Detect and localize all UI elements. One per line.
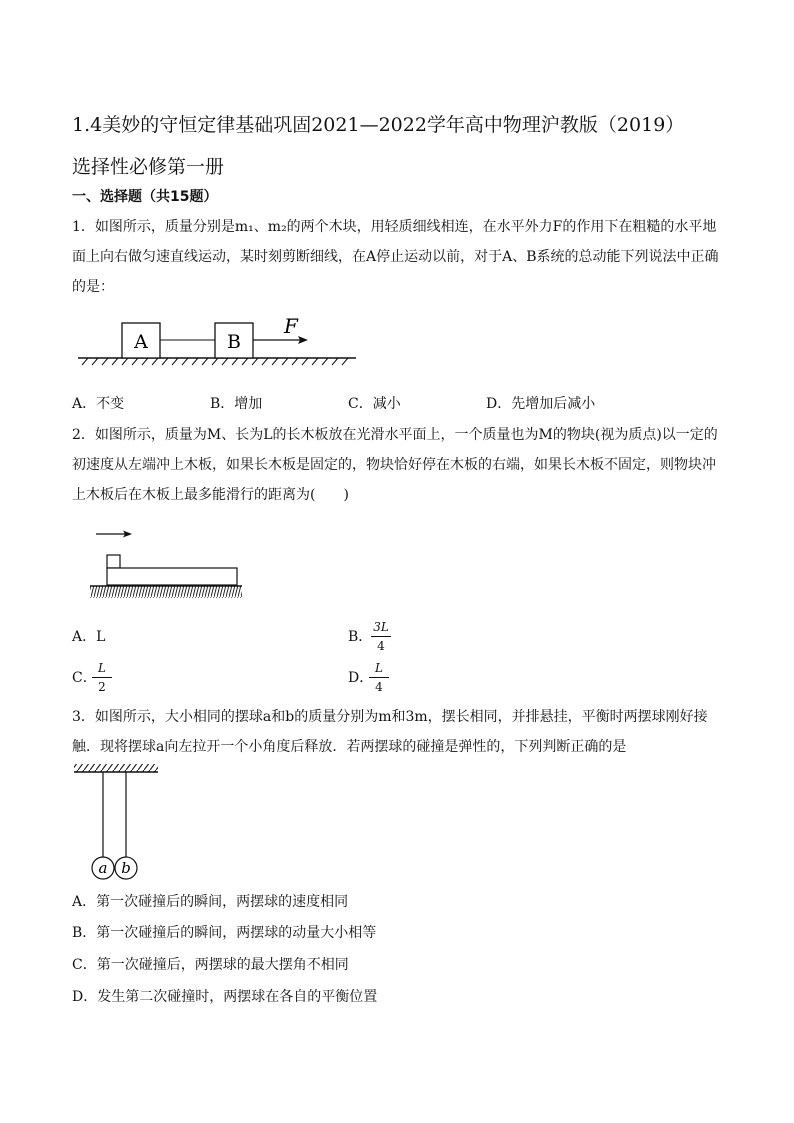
question-2-stem [72,420,728,510]
ceiling-hatch [74,764,158,772]
question-1-option-c: C．减小 [348,396,401,412]
fraction-denominator: 2 [98,680,106,694]
section-heading: 一、选择题（共15题） [72,189,218,205]
question-3-stem-line: 3．如图所示，大小相同的摆球a和b的质量分别为m和3m，摆长相同，并排悬挂，平衡时两摆球刚好接 [72,709,708,725]
question-1-option-a: A．不变 [72,396,125,412]
fraction-denominator: 4 [377,639,385,653]
question-3-figure [72,762,162,880]
question-1-stem-line: 1．如图所示，质量分别是m₁、m₂的两个木块，用轻质细线相连，在水平外力F的作用下在粗糙的水平地 [72,219,717,235]
question-1-option-d: D．先增加后减小 [486,396,596,412]
question-2-stem-line: 2．如图所示，质量为M、长为L的长木板放在光滑水平面上，一个质量也为M的物块(视为质点)以一定的 [72,427,718,443]
ball-a-label: a [98,859,108,877]
question-3-option-d: D．发生第二次碰撞时，两摆球在各自的平衡位置 [72,989,378,1005]
question-3-option-b: B．第一次碰撞后的瞬间，两摆球的动量大小相等 [72,925,377,941]
document-title [72,104,732,188]
small-block [107,555,120,568]
fraction-numerator: 3L [373,620,389,634]
question-2-stem-line: 上木板后在木板上最多能滑行的距离为( ) [72,487,349,503]
question-3-stem-line: 触．现将摆球a向左拉开一个小角度后释放．若两摆球的碰撞是弹性的，下列判断正确的是 [72,739,627,755]
long-board [107,568,237,585]
question-3-option-c: C．第一次碰撞后，两摆球的最大摆角不相同 [72,957,349,973]
question-1-stem-line: 面上向右做匀速直线运动，某时刻剪断细线，在A停止运动以前，对于A、B系统的总动能下列说法中正确 [72,249,719,265]
question-2-option-a: A．L [72,629,106,645]
force-label: F [284,315,298,338]
title-line-2: 选择性必修第一册 [72,156,225,178]
question-2-stem-line: 初速度从左端冲上木板，如果长木板是固定的，物块恰好停在木板的右端，如果长木板不固定，则物块冲 [72,457,716,473]
ball-b-label: b [121,859,131,877]
question-2-option-c-fraction [92,661,112,694]
question-1-stem-line: 的是： [72,279,114,295]
block-b-label: B [227,331,241,353]
question-2-option-b: B． [348,629,373,645]
question-2-option-d: D． [348,670,374,686]
question-1-option-b: B．增加 [210,396,263,412]
fraction-numerator: L [375,661,383,675]
question-3-option-a: A．第一次碰撞后的瞬间，两摆球的速度相同 [72,894,349,910]
question-2-option-c: C． [72,670,97,686]
question-1-figure [72,315,362,375]
smooth-ground [90,586,242,598]
block-a-label: A [134,331,148,353]
question-2-option-b-fraction [371,620,391,653]
question-3-stem [72,702,728,762]
question-2-option-d-fraction [369,661,389,694]
question-2-figure [88,525,248,605]
fraction-denominator: 4 [375,680,383,694]
title-line-1: 1.4美妙的守恒定律基础巩固2021—2022学年高中物理沪教版（2019） [72,114,685,136]
fraction-numerator: L [98,661,106,675]
question-1-stem [72,212,728,302]
